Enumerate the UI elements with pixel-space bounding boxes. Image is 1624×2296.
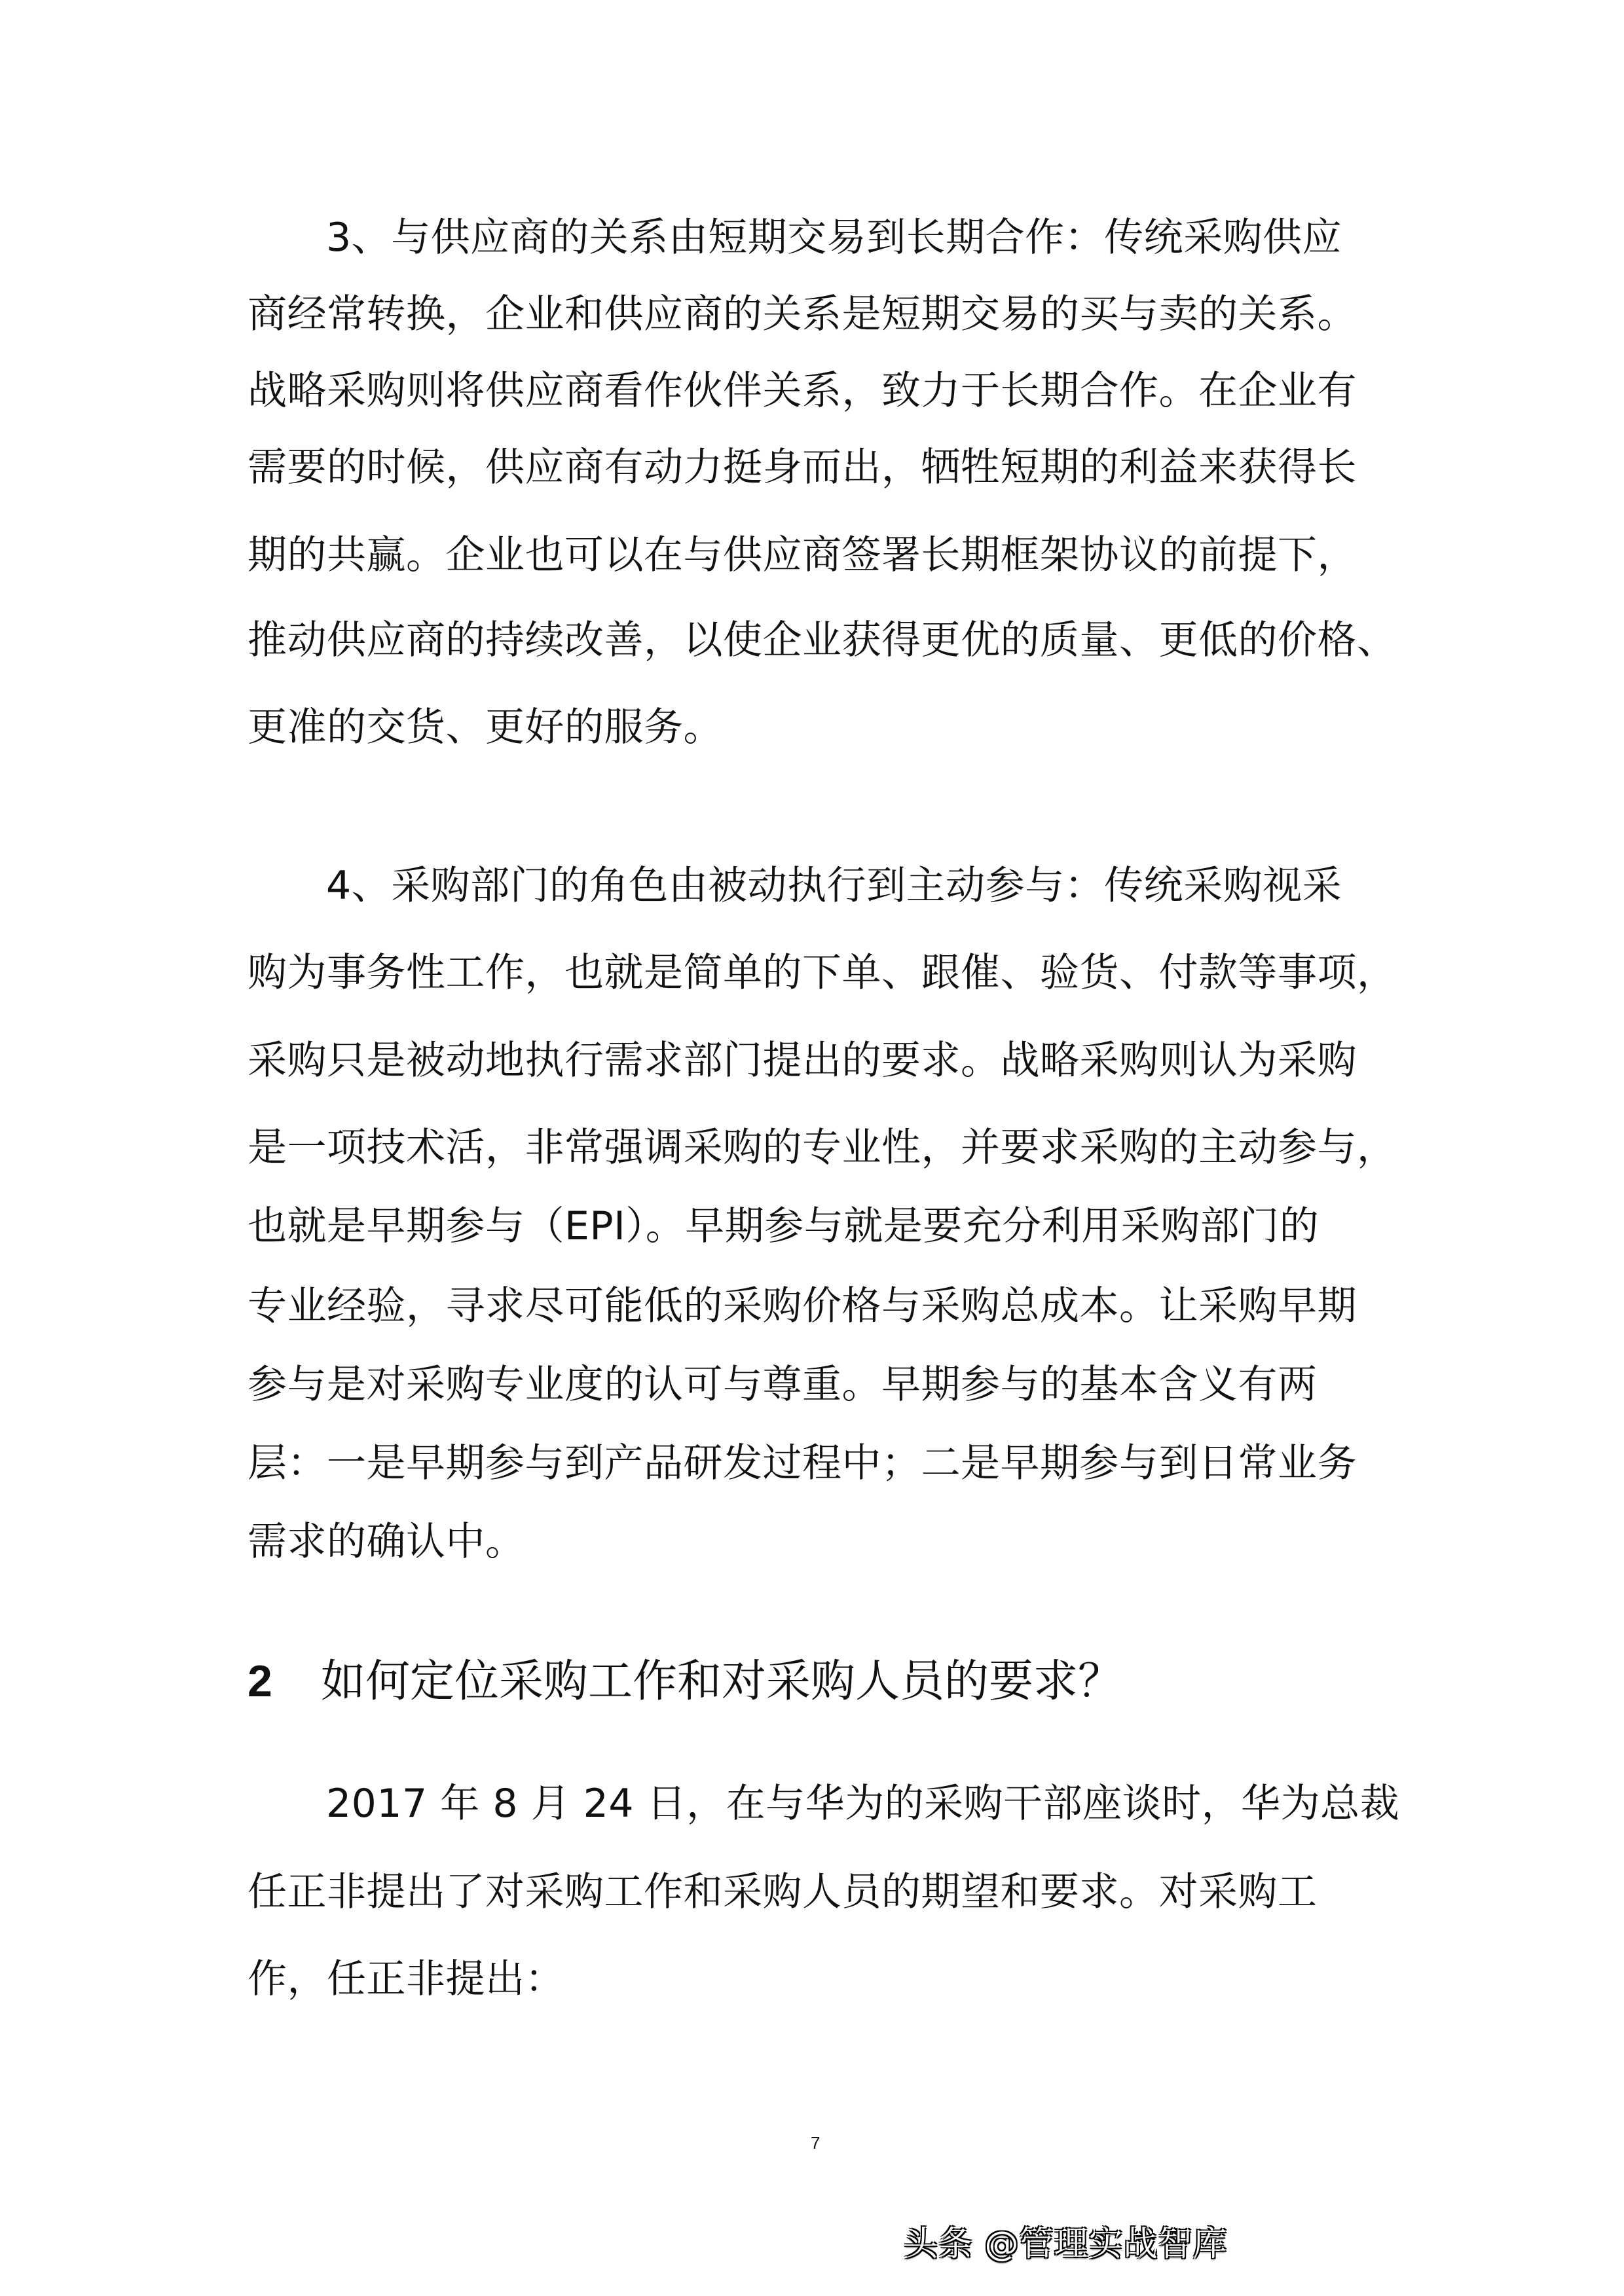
text-line: 商经常转换，企业和供应商的关系是短期交易的买与卖的关系。 <box>248 291 1357 337</box>
text-line: 3、与供应商的关系由短期交易到长期合作：传统采购供应 <box>326 215 1342 261</box>
text-line: 采购只是被动地执行需求部门提出的要求。战略采购则认为采购 <box>248 1038 1357 1084</box>
text-line: 4、采购部门的角色由被动执行到主动参与：传统采购视采 <box>326 863 1342 909</box>
text-line: 购为事务性工作，也就是简单的下单、跟催、验货、付款等事项， <box>248 950 1397 996</box>
text-line: 更准的交货、更好的服务。 <box>248 704 723 750</box>
section-title: 如何定位采购工作和对采购人员的要求？ <box>321 1656 1123 1707</box>
text-line: 任正非提出了对采购工作和采购人员的期望和要求。对采购工 <box>248 1869 1318 1915</box>
text-line: 推动供应商的持续改善，以使企业获得更优的质量、更低的价格、 <box>248 617 1397 663</box>
text-line: 需求的确认中。 <box>248 1519 525 1565</box>
section-number: 2 <box>248 1656 272 1706</box>
text-line: 参与是对采购专业度的认可与尊重。早期参与的基本含义有两 <box>248 1362 1318 1408</box>
text-line: 期的共赢。企业也可以在与供应商签署长期框架协议的前提下， <box>248 532 1357 578</box>
text-line: 专业经验，寻求尽可能低的采购价格与采购总成本。让采购早期 <box>248 1283 1357 1329</box>
text-line: 战略采购则将供应商看作伙伴关系，致力于长期合作。在企业有 <box>248 368 1357 414</box>
text-line: 是一项技术活，非常强调采购的专业性，并要求采购的主动参与， <box>248 1125 1397 1171</box>
text-line: 层：一是早期参与到产品研发过程中；二是早期参与到日常业务 <box>248 1440 1357 1486</box>
page-number: 7 <box>811 2133 821 2153</box>
text-line: 作，任正非提出： <box>248 1956 564 2002</box>
watermark: 头条 @管理实战智库 <box>904 2225 1228 2264</box>
text-line: 也就是早期参与（EPI）。早期参与就是要充分利用采购部门的 <box>248 1203 1320 1249</box>
text-line: 2017 年 8 月 24 日，在与华为的采购干部座谈时，华为总裁 <box>326 1781 1400 1827</box>
text-line: 需要的时候，供应商有动力挺身而出，牺牲短期的利益来获得长 <box>248 445 1357 490</box>
section-heading <box>248 1655 1122 1707</box>
